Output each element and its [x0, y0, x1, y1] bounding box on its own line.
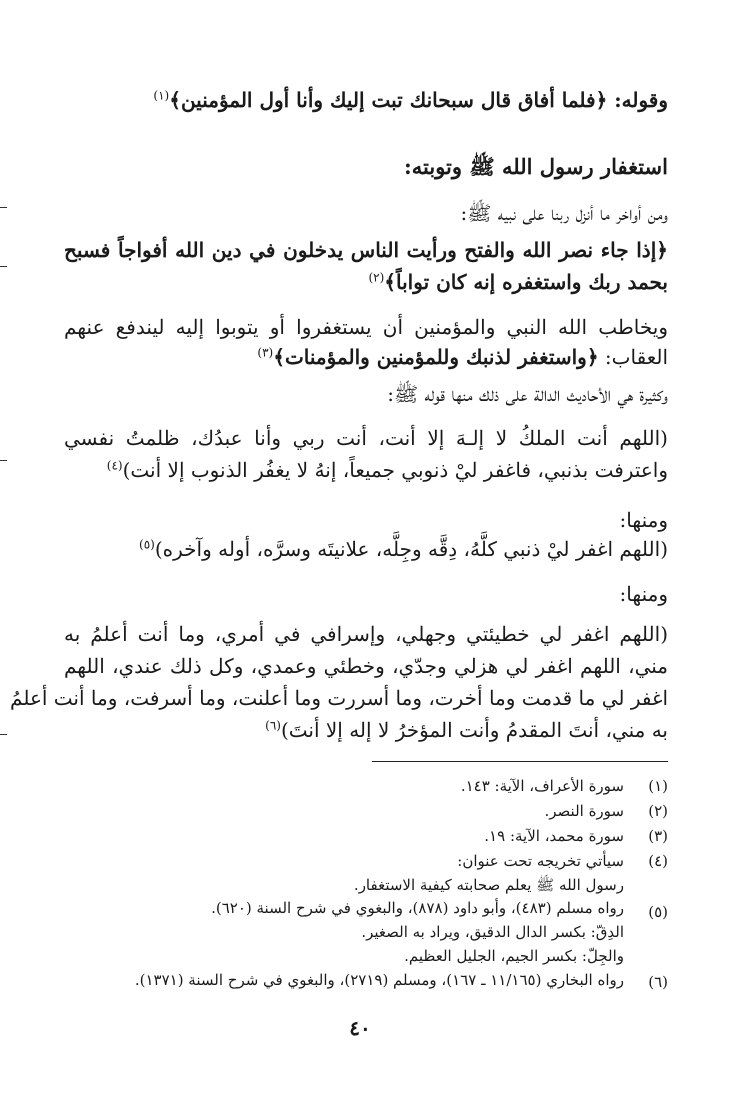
margin-mark [0, 266, 7, 267]
text-line: ومنها: [619, 582, 668, 606]
footnote-separator [372, 761, 668, 762]
footnote-ref: (١) [153, 88, 170, 103]
footnote-text: رواه البخاري (١١/١٦٥ ـ ١٦٧)، ومسلم (٢٧١٩)، والبغوي في شرح السنة (١٣٧١). [134, 971, 624, 989]
footnote-text: سورة الأعراف، الآية: ١٤٣. [460, 777, 624, 795]
hadith-line: اغفر لي ما قدمت وما أخرت، وما أسررت وما أعلنت، وما أسرفت، وما أنت أعلمُ [10, 686, 668, 710]
text-line: ويخاطب الله النبي والمؤمنين أن يستغفروا أو يتوبوا إليه ليندفع عنهم [64, 315, 668, 339]
footnote-text: رواه مسلم (٤٨٣)، وأبو داود (٨٧٨)، والبغوي في شرح السنة (٦٢٠). [211, 899, 624, 917]
text-line: ومن أواخر ما أنزل ربنا على نبيه ﷺ: [460, 201, 668, 225]
footnote-number: (٦) [648, 973, 668, 991]
text-line [64, 86, 668, 114]
margin-mark [0, 460, 7, 461]
text-line [64, 343, 668, 371]
quran-verse-line: ﴿إذا جاء نصر الله والفتح ورأيت الناس يدخلون في دين الله أفواجاً فسبح [64, 238, 668, 262]
footnote-ref: (٤) [106, 458, 123, 473]
quote-line: ﴿واستغفر لذنبك وللمؤمنين والمؤمنات﴾ [273, 345, 599, 369]
footnote-text: سيأتي تخريجه تحت عنوان: [457, 852, 624, 870]
section-heading: استغفار رسول الله ﷺ وتوبته: [404, 154, 668, 179]
footnote-number: (١) [648, 777, 668, 795]
footnote-text: رسول الله ﷺ يعلم صحابته كيفية الاستغفار. [353, 876, 624, 894]
footnote-text: سورة محمد، الآية: ١٩. [484, 827, 624, 845]
hadith-line: (اللهم أنت الملكُ لا إلـهَ إلا أنت، أنت ربي وأنا عبدُك، ظلمتُ نفسي [64, 426, 668, 450]
footnote-number: (٢) [648, 802, 668, 820]
footnote-ref: (٣) [257, 345, 274, 360]
margin-mark [0, 207, 7, 208]
footnote-ref: (٦) [265, 718, 281, 733]
quote-line: وقوله: ﴿فلما أفاق قال سبحانك تبت إليك وأنا أول المؤمنين﴾ [169, 88, 668, 112]
hadith-line [64, 456, 668, 484]
footnote-number: (٥) [648, 903, 668, 921]
text-fragment: العقاب: [604, 345, 668, 369]
text-line: ومنها: [619, 508, 668, 532]
footnote-text: سورة النصر. [544, 802, 624, 820]
margin-mark [0, 734, 7, 735]
hadith-text: به مني، أنتَ المقدمُ وأنت المؤخرُ لا إله إلا أنتَ) [280, 718, 668, 742]
text-line: وكثيرة هي الأحاديث الدالة على ذلك منها قوله ﷺ: [387, 382, 668, 406]
hadith-text: واعترفت بذنبي، فاغفر ليْ ذنوبي جميعاً، إنهُ لا يغفُر الذنوب إلا أنت) [122, 458, 668, 482]
footnote-text: والجِلّ: بكسر الجيم، الجليل العظيم. [404, 947, 624, 965]
hadith-line: (اللهم اغفر لي خطيئتي وجهلي، وإسرافي في أمري، وما أنت أعلمُ به [64, 622, 668, 646]
hadith-line: مني، اللهم اغفر لي هزلي وجدّي، وخطئي وعمدي، وكل ذلك عندي، اللهم [64, 654, 668, 678]
quran-verse-line [64, 268, 668, 296]
footnote-number: (٣) [648, 827, 668, 845]
footnote-number: (٤) [648, 852, 668, 870]
hadith-line [64, 535, 668, 563]
footnote-ref: (٥) [139, 537, 155, 552]
footnote-text: الدِقّ: بكسر الدال الدقيق، ويراد به الصغير. [361, 923, 624, 941]
page-number: ٤٠ [349, 1016, 371, 1040]
hadith-line [64, 716, 668, 744]
hadith-text: (اللهم اغفر ليْ ذنبي كلَّهُ، دِقَّه وجِلَّه، علانيتَه وسرَّه، أوله وآخره) [154, 537, 668, 561]
footnote-ref: (٢) [368, 270, 385, 285]
quote-line: بحمد ربك واستغفره إنه كان تواباً﴾ [384, 270, 668, 294]
